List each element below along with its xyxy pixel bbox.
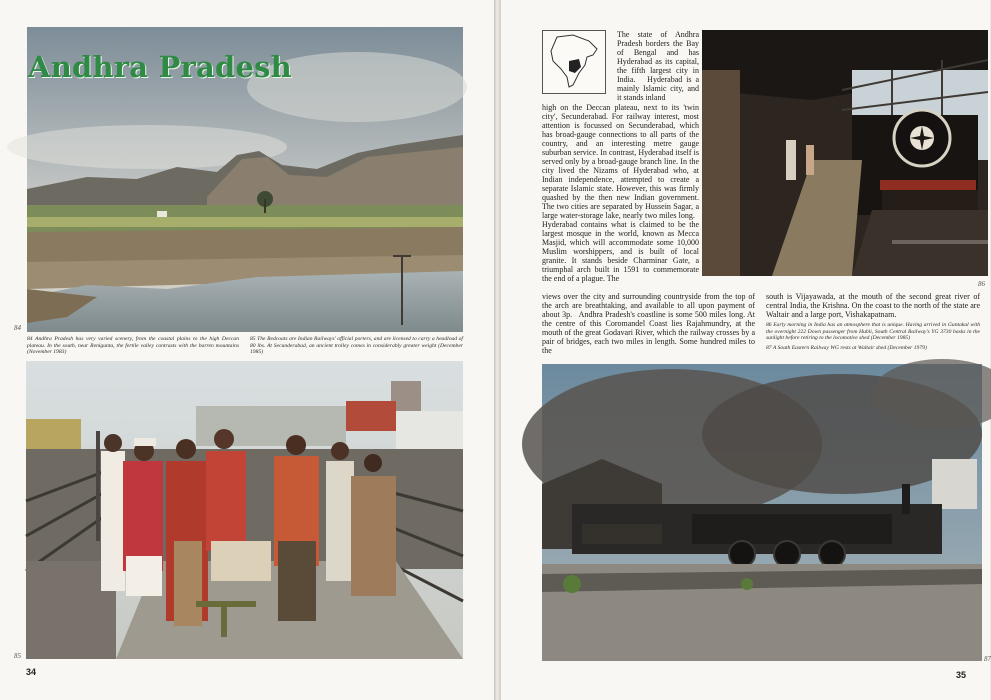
body-text-main: high on the Deccan plateau, next to its 'twin city', Secunderabad. For railway interest, most attention is focussed on Secunderabad, which has broad-gauge connections to all parts of the country, and an interesting metre gauge suburban service. In contrast, Hyderabad itself is served only by a broad-gauge branch line. In the city lived the Nizams of Hyderabad who, at Indian independence, attempted to create a separate Islamic state. However, this was firmly quashed by the then new Indian government. The two cities are separated by Hussein Sagar, a large water-storage lake, nearly two miles long. Hyderabad contains what is claimed to be the largest mosque in the world, known as Mecca Masjid, which will accommodate some 10,000 Muslim worshippers, and is built of local granite. It stands beside Charminar Gate, a triumphal arch built in 1591 to commemorate the end of a plague. The xyxy=(542,103,699,283)
plate-number-85: 85 xyxy=(14,652,21,660)
body-text-bottom: views over the city and surrounding countryside from the top of the arch are breathtaking, and available to all upon payment of about 3p. Andhra Pradesh's coastline is some 500 miles long. At the centre of this Coromandel Coast lies Rajahmundry, at the mouth of the great Godavari River, which the railway crosses by a pair of bridges, each two miles in length. Some hundred miles to the xyxy=(542,292,755,355)
plate-number-84: 84 xyxy=(14,324,21,332)
photo-platform-locomotive xyxy=(702,30,988,276)
caption-87: 87 A South Eastern Railway WG rests at Waltair shed (December 1979) xyxy=(766,345,927,351)
plate-number-86: 86 xyxy=(978,280,985,288)
right-page-number: 35 xyxy=(956,670,967,680)
caption-84: 84 Andhra Pradesh has very varied scenery, from the coastal plains to the high Deccan plateau. In the south, near Renigunta, the fertile valley contrasts with the barren mountains (November 1983) xyxy=(27,336,239,356)
india-locator-map xyxy=(542,30,606,94)
plate-number-87: 87 xyxy=(984,655,991,663)
photo-waltair-shed xyxy=(542,364,982,661)
body-text-right: south is Vijayawada, at the mouth of the second great river of central India, the Krishna. On the coast to the north of the state are Waltair and a large port, Vishakapatnam. xyxy=(766,292,980,319)
photo-porters xyxy=(26,361,463,659)
left-page-number: 34 xyxy=(26,667,37,677)
caption-86: 86 Early morning in India has an atmosphere that is unique. Having arrived in Guntakal with the overnight 222 Down passenger from Hubli, South Central Railway's YG 3730 basks in the sunlight before retiring to the locomotive shed (December 1985) xyxy=(766,322,980,342)
body-text-intro: The state of Andhra Pradesh borders the Bay of Bengal and has Hyderabad as its capital, the fifth largest city in India. Hyderabad is a mainly Islamic city, and it stands inland xyxy=(617,30,699,102)
page-title: Andhra Pradesh xyxy=(28,50,292,84)
book-gutter xyxy=(494,0,501,700)
caption-85: 85 The Redcoats are Indian Railways' official porters, and are licensed to carry a headload of 80 lbs. At Secunderabad, an ancient trolley comes in considerably greater weight (December 1985) xyxy=(250,336,463,356)
